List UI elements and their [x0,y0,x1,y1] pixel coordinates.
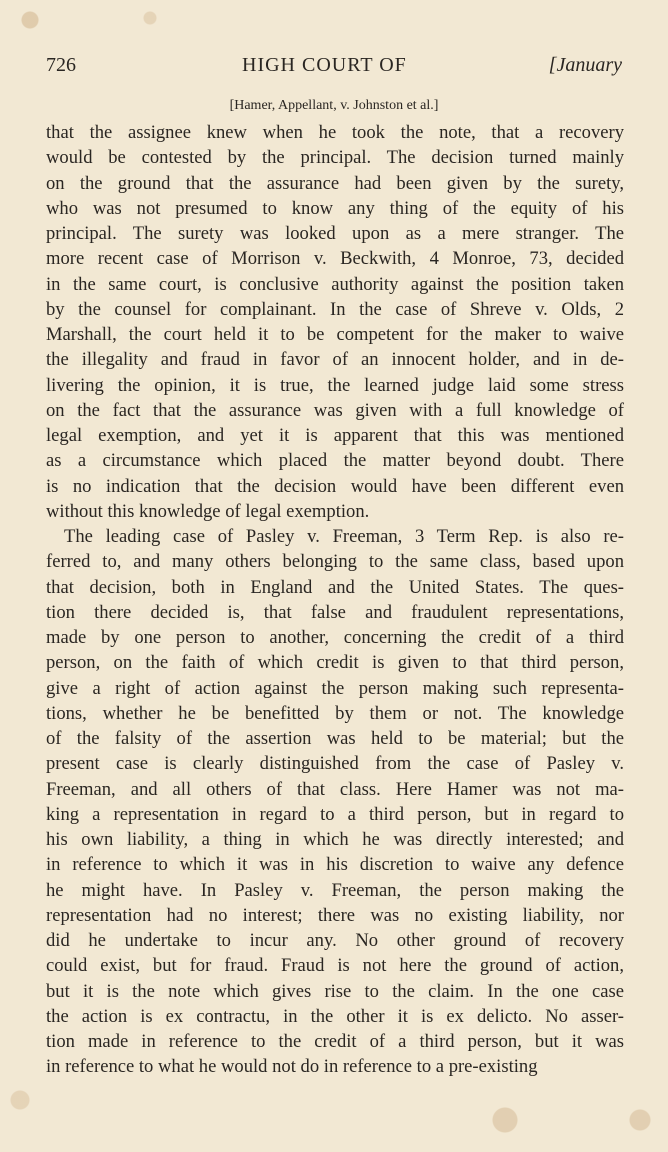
text-line: person, on the faith of which credit is given to that third person, [46,652,624,674]
text-line: tion made in reference to the credit of a third person, but it was [46,1031,624,1052]
text-line: on the ground that the assurance had been given by the surety, [46,172,624,194]
text-line: he might have. In Pasley v. Freeman, the person making the [46,879,624,901]
text-line: Freeman, and all others of that class. Here Hamer was not ma- [46,778,624,800]
text-line: representation had no interest; there was no existing liability, nor [46,904,624,926]
text-line: principal. The surety was looked upon as a mere stranger. The [46,223,624,244]
running-header [46,54,622,84]
text-line: is no indication that the decision would have been different even [46,475,624,497]
text-line: his own liability, a thing in which he was directly interested; and [46,829,624,850]
text-line: more recent case of Morrison v. Beckwith, 4 Monroe, 73, decided [46,248,624,270]
text-line: as a circumstance which placed the matter beyond doubt. There [46,450,624,472]
text-line: The leading case of Pasley v. Freeman, 3 Term Rep. is also re- [64,526,624,547]
text-line: who was not presumed to know any thing of the equity of his [46,197,624,219]
text-line: tions, whether he be benefitted by them or not. The knowledge [46,702,624,724]
text-line: legal exemption, and yet it is apparent that this was mentioned [46,425,624,446]
text-line: in reference to which it was in his discretion to waive any defence [46,854,624,876]
text-line: in reference to what he would not do in reference to a pre-existing [46,1056,538,1078]
text-line: without this knowledge of legal exemption. [46,500,370,522]
text-line: Marshall, the court held it to be competent for the maker to waive [46,324,624,345]
page-number: 726 [46,54,76,76]
text-line: livering the opinion, it is true, the learned judge laid some stress [46,374,624,396]
text-line: the action is ex contractu, in the other it is ex delicto. No asser- [46,1005,624,1027]
case-title: [Hamer, Appellant, v. Johnston et al.] [229,98,439,113]
text-line: present case is clearly distinguished from the case of Pasley v. [46,753,624,775]
text-line: of the falsity of the assertion was held to be material; but the [46,728,624,749]
text-line: could exist, but for fraud. Fraud is not here the ground of action, [46,955,624,977]
text-line: the illegality and fraud in favor of an innocent holder, and in de- [46,349,624,371]
text-line: on the fact that the assurance was given with a full knowledge of [46,399,624,421]
body-text [46,120,624,1080]
text-line: give a right of action against the person making such representa- [46,677,624,699]
text-line: by the counsel for complainant. In the case of Shreve v. Olds, 2 [46,298,624,320]
text-line: that decision, both in England and the United States. The ques- [46,576,624,598]
text-line: did he undertake to incur any. No other ground of recovery [46,930,624,951]
text-line: tion there decided is, that false and fraudulent representations, [46,601,624,623]
text-line: ferred to, and many others belonging to the same class, based upon [46,551,624,573]
court-title: HIGH COURT OF [242,54,407,76]
text-line: would be contested by the principal. The decision turned mainly [46,147,624,169]
text-line: that the assignee knew when he took the note, that a recovery [46,122,624,143]
text-line: made by one person to another, concerning the credit of a third [46,627,624,648]
text-line: king a representation in regard to a third person, but in regard to [46,803,624,825]
text-line: but it is the note which gives rise to the claim. In the one case [46,980,624,1002]
text-line: in the same court, is conclusive authority against the position taken [46,273,624,295]
month-label: [January [548,54,622,76]
